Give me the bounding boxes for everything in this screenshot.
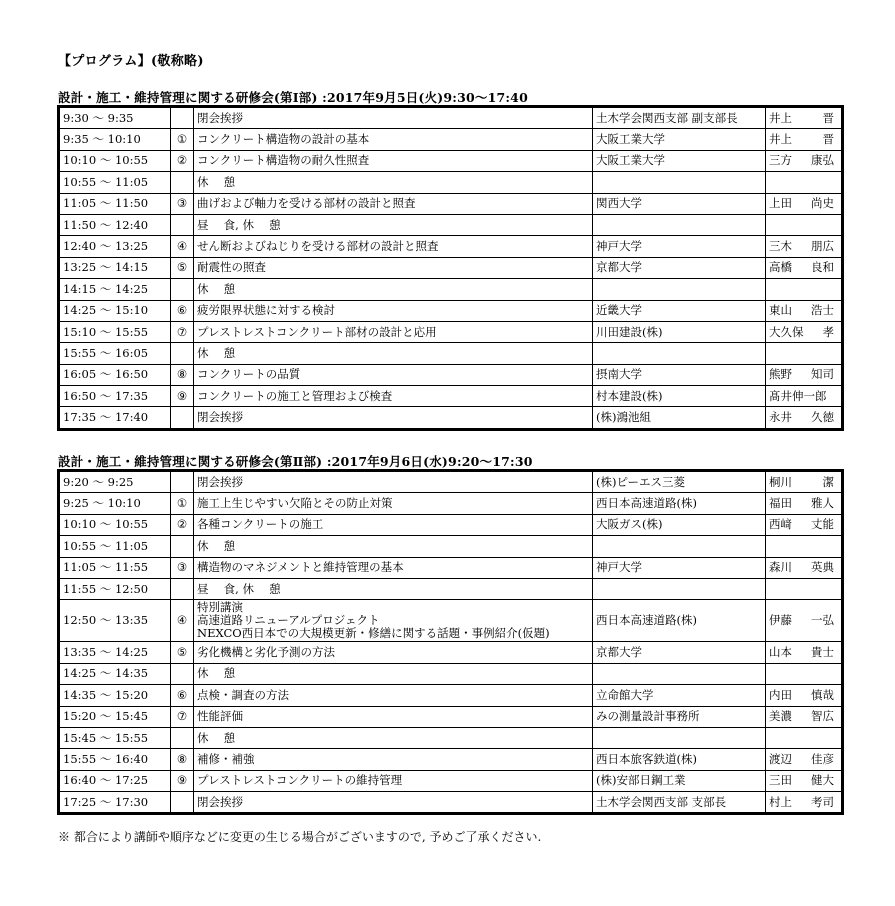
- session-2-table: [57, 469, 844, 815]
- speaker-cell: [766, 321, 843, 342]
- lecture-number-cell: [171, 214, 194, 235]
- lecture-title-cell: コンクリートの品質: [194, 364, 593, 385]
- time-cell: 15:10 〜 15:55: [59, 321, 171, 342]
- lecture-number-cell: ⑨: [171, 386, 194, 407]
- speaker-family-name: 三木: [769, 239, 792, 254]
- lecture-title-cell: 閉会挨拶: [194, 792, 593, 814]
- schedule-row: [59, 257, 843, 278]
- organization-cell: 大阪ガス(株): [593, 514, 766, 535]
- speaker-family-name: 森川: [769, 560, 792, 575]
- time-cell: 16:40 〜 17:25: [59, 770, 171, 791]
- speaker-given-name: 智広: [811, 709, 834, 724]
- schedule-row: [59, 557, 843, 578]
- speaker-family-name: 村上: [769, 794, 792, 809]
- speaker-family-name: 東山: [769, 303, 792, 318]
- organization-cell: [593, 727, 766, 748]
- lecture-number-cell: [171, 107, 194, 129]
- time-cell: 13:25 〜 14:15: [59, 257, 171, 278]
- speaker-cell: [766, 214, 843, 235]
- speaker-cell: [766, 471, 843, 493]
- lecture-title-cell: 耐震性の照査: [194, 257, 593, 278]
- lecture-number-cell: ②: [171, 514, 194, 535]
- time-cell: 14:25 〜 14:35: [59, 663, 171, 684]
- speaker-family-name: 桐川: [769, 474, 792, 489]
- footnote: ※ 都合により講師や順序などに変更の生じる場合がございますので, 予めご了承ください.: [58, 830, 542, 844]
- lecture-title-cell: 閉会挨拶: [194, 407, 593, 429]
- schedule-row: [59, 536, 843, 557]
- speaker-given-name: 知司: [811, 367, 834, 382]
- organization-cell: 摂南大学: [593, 364, 766, 385]
- schedule-row: [59, 642, 843, 663]
- speaker-family-name: 西﨑: [769, 517, 792, 532]
- lecture-number-cell: ①: [171, 493, 194, 514]
- schedule-row: [59, 172, 843, 193]
- speaker-given-name: 健大: [811, 773, 834, 788]
- time-cell: 14:35 〜 15:20: [59, 685, 171, 706]
- time-cell: 10:10 〜 10:55: [59, 150, 171, 171]
- lecture-number-cell: [171, 343, 194, 364]
- speaker-given-name: 朋広: [811, 239, 834, 254]
- lecture-title-cell: 曲げおよび軸力を受ける部材の設計と照査: [194, 193, 593, 214]
- speaker-cell: [766, 386, 843, 407]
- lecture-title-cell: [194, 600, 593, 642]
- schedule-row: [59, 685, 843, 706]
- schedule-row: [59, 600, 843, 642]
- lecture-number-cell: ②: [171, 150, 194, 171]
- lecture-number-cell: ⑨: [171, 770, 194, 791]
- lecture-title-cell: コンクリートの施工と管理および検査: [194, 386, 593, 407]
- speaker-cell: [766, 749, 843, 770]
- organization-cell: 京都大学: [593, 642, 766, 663]
- lecture-title-cell: 各種コンクリートの施工: [194, 514, 593, 535]
- page-title: 【プログラム】(敬称略): [58, 54, 204, 69]
- speaker-cell: [766, 536, 843, 557]
- lecture-number-cell: [171, 536, 194, 557]
- lecture-title-line: 特別講演: [197, 600, 243, 615]
- time-cell: 14:25 〜 15:10: [59, 300, 171, 321]
- session-2-rows: [59, 471, 843, 814]
- organization-cell: 大阪工業大学: [593, 129, 766, 150]
- lecture-title-line: NEXCO西日本での大規模更新・修繕に関する話題・事例紹介(仮題): [197, 626, 550, 641]
- lecture-title-cell: 点検・調査の方法: [194, 685, 593, 706]
- schedule-row: [59, 193, 843, 214]
- lecture-title-line: 高速道路リニューアルプロジェクト: [197, 613, 380, 628]
- speaker-cell: [766, 300, 843, 321]
- time-cell: 11:50 〜 12:40: [59, 214, 171, 235]
- schedule-row: [59, 107, 843, 129]
- speaker-given-name: 考司: [811, 794, 834, 809]
- speaker-given-name: 尚史: [811, 196, 834, 211]
- speaker-cell: [766, 578, 843, 599]
- time-cell: 11:05 〜 11:55: [59, 557, 171, 578]
- speaker-given-name: 一弘: [811, 613, 834, 628]
- schedule-row: [59, 514, 843, 535]
- lecture-title-cell: プレストレストコンクリート部材の設計と応用: [194, 321, 593, 342]
- time-cell: 11:55 〜 12:50: [59, 578, 171, 599]
- speaker-given-name: 慎哉: [811, 687, 834, 702]
- schedule-row: [59, 471, 843, 493]
- speaker-given-name: 潔: [822, 474, 834, 489]
- time-cell: 9:20 〜 9:25: [59, 471, 171, 493]
- speaker-given-name: 久徳: [811, 410, 834, 425]
- time-cell: 12:50 〜 13:35: [59, 600, 171, 642]
- speaker-cell: [766, 236, 843, 257]
- speaker-family-name: 永井: [769, 410, 792, 425]
- lecture-number-cell: ⑧: [171, 749, 194, 770]
- organization-cell: 川田建設(株): [593, 321, 766, 342]
- speaker-given-name: 浩士: [811, 303, 834, 318]
- lecture-number-cell: ⑧: [171, 364, 194, 385]
- lecture-number-cell: ⑥: [171, 300, 194, 321]
- speaker-cell: [766, 107, 843, 129]
- time-cell: 12:40 〜 13:25: [59, 236, 171, 257]
- schedule-row: [59, 792, 843, 814]
- lecture-title-cell: 疲労限界状態に対する検討: [194, 300, 593, 321]
- lecture-title-cell: 休 憩: [194, 172, 593, 193]
- schedule-row: [59, 214, 843, 235]
- speaker-given-name: 晋: [822, 132, 834, 147]
- time-cell: 10:55 〜 11:05: [59, 536, 171, 557]
- speaker-given-name: 佳彦: [811, 751, 834, 766]
- organization-cell: みの測量設計事務所: [593, 706, 766, 727]
- lecture-number-cell: [171, 792, 194, 814]
- speaker-family-name: 渡辺: [769, 751, 792, 766]
- schedule-row: [59, 493, 843, 514]
- lecture-number-cell: [171, 172, 194, 193]
- lecture-number-cell: [171, 279, 194, 300]
- time-cell: 9:25 〜 10:10: [59, 493, 171, 514]
- time-cell: 13:35 〜 14:25: [59, 642, 171, 663]
- organization-cell: 京都大学: [593, 257, 766, 278]
- schedule-row: [59, 150, 843, 171]
- schedule-row: [59, 321, 843, 342]
- schedule-row: [59, 279, 843, 300]
- schedule-row: [59, 129, 843, 150]
- speaker-family-name: 山本: [769, 645, 792, 660]
- organization-cell: 土木学会関西支部 副支部長: [593, 107, 766, 129]
- speaker-cell: [766, 493, 843, 514]
- speaker-given-name: 雅人: [811, 496, 834, 511]
- speaker-family-name: 髙井伸一郎: [769, 388, 827, 403]
- speaker-family-name: 熊野: [769, 367, 792, 382]
- lecture-title-cell: 劣化機構と劣化予測の方法: [194, 642, 593, 663]
- organization-cell: (株)ピーエス三菱: [593, 471, 766, 493]
- speaker-family-name: 三方: [769, 153, 792, 168]
- organization-cell: 立命館大学: [593, 685, 766, 706]
- organization-cell: [593, 279, 766, 300]
- speaker-given-name: 貴士: [811, 645, 834, 660]
- schedule-row: [59, 749, 843, 770]
- lecture-number-cell: ①: [171, 129, 194, 150]
- lecture-number-cell: ④: [171, 236, 194, 257]
- lecture-title-cell: 性能評価: [194, 706, 593, 727]
- lecture-title-cell: 昼 食, 休 憩: [194, 578, 593, 599]
- organization-cell: 近畿大学: [593, 300, 766, 321]
- speaker-cell: [766, 343, 843, 364]
- session-1-rows: [59, 107, 843, 430]
- organization-cell: 関西大学: [593, 193, 766, 214]
- speaker-cell: [766, 663, 843, 684]
- speaker-cell: [766, 770, 843, 791]
- organization-cell: 大阪工業大学: [593, 150, 766, 171]
- speaker-cell: [766, 514, 843, 535]
- speaker-cell: [766, 792, 843, 814]
- schedule-row: [59, 343, 843, 364]
- lecture-title-cell: 補修・補強: [194, 749, 593, 770]
- speaker-cell: [766, 129, 843, 150]
- schedule-row: [59, 407, 843, 429]
- organization-cell: [593, 343, 766, 364]
- lecture-number-cell: ④: [171, 600, 194, 642]
- lecture-title-cell: 休 憩: [194, 279, 593, 300]
- speaker-cell: [766, 364, 843, 385]
- time-cell: 15:55 〜 16:05: [59, 343, 171, 364]
- schedule-row: [59, 770, 843, 791]
- speaker-given-name: 康弘: [811, 153, 834, 168]
- speaker-family-name: 伊藤: [769, 613, 792, 628]
- time-cell: 16:05 〜 16:50: [59, 364, 171, 385]
- time-cell: 15:55 〜 16:40: [59, 749, 171, 770]
- speaker-cell: [766, 172, 843, 193]
- schedule-row: [59, 386, 843, 407]
- organization-cell: 神戸大学: [593, 557, 766, 578]
- speaker-cell: [766, 193, 843, 214]
- speaker-given-name: 英典: [811, 560, 834, 575]
- organization-cell: 神戸大学: [593, 236, 766, 257]
- speaker-cell: [766, 600, 843, 642]
- organization-cell: [593, 214, 766, 235]
- speaker-given-name: 孝: [822, 324, 834, 339]
- speaker-family-name: 美濃: [769, 709, 792, 724]
- lecture-title-cell: 休 憩: [194, 727, 593, 748]
- speaker-cell: [766, 685, 843, 706]
- organization-cell: [593, 172, 766, 193]
- lecture-title-cell: せん断およびねじりを受ける部材の設計と照査: [194, 236, 593, 257]
- organization-cell: (株)鴻池組: [593, 407, 766, 429]
- session-2-heading: 設計・施工・維持管理に関する研修会(第Ⅱ部) :2017年9月6日(水)9:20〜17:30: [58, 454, 533, 469]
- speaker-family-name: 三田: [769, 773, 792, 788]
- lecture-number-cell: ⑥: [171, 685, 194, 706]
- schedule-row: [59, 364, 843, 385]
- schedule-row: [59, 578, 843, 599]
- speaker-given-name: 丈能: [811, 517, 834, 532]
- lecture-number-cell: [171, 578, 194, 599]
- schedule-row: [59, 663, 843, 684]
- time-cell: 9:35 〜 10:10: [59, 129, 171, 150]
- schedule-row: [59, 727, 843, 748]
- organization-cell: 土木学会関西支部 支部長: [593, 792, 766, 814]
- session-1-table: [57, 105, 844, 431]
- lecture-number-cell: ⑦: [171, 706, 194, 727]
- lecture-title-cell: 閉会挨拶: [194, 471, 593, 493]
- lecture-number-cell: [171, 471, 194, 493]
- session-1-heading: 設計・施工・維持管理に関する研修会(第Ⅰ部) :2017年9月5日(火)9:30〜17:40: [58, 90, 528, 105]
- organization-cell: (株)安部日鋼工業: [593, 770, 766, 791]
- lecture-title-cell: 構造物のマネジメントと維持管理の基本: [194, 557, 593, 578]
- schedule-row: [59, 236, 843, 257]
- time-cell: 10:55 〜 11:05: [59, 172, 171, 193]
- organization-cell: [593, 663, 766, 684]
- lecture-number-cell: ③: [171, 557, 194, 578]
- lecture-number-cell: ③: [171, 193, 194, 214]
- lecture-title-cell: コンクリート構造物の耐久性照査: [194, 150, 593, 171]
- lecture-number-cell: [171, 407, 194, 429]
- lecture-title-cell: 休 憩: [194, 536, 593, 557]
- time-cell: 14:15 〜 14:25: [59, 279, 171, 300]
- schedule-row: [59, 706, 843, 727]
- speaker-cell: [766, 557, 843, 578]
- time-cell: 10:10 〜 10:55: [59, 514, 171, 535]
- speaker-family-name: 福田: [769, 496, 792, 511]
- speaker-family-name: 大久保: [769, 324, 804, 339]
- organization-cell: 西日本高速道路(株): [593, 493, 766, 514]
- lecture-title-cell: 閉会挨拶: [194, 107, 593, 129]
- lecture-number-cell: ⑦: [171, 321, 194, 342]
- lecture-title-cell: コンクリート構造物の設計の基本: [194, 129, 593, 150]
- speaker-cell: [766, 279, 843, 300]
- time-cell: 17:25 〜 17:30: [59, 792, 171, 814]
- time-cell: 9:30 〜 9:35: [59, 107, 171, 129]
- schedule-row: [59, 300, 843, 321]
- lecture-title-cell: 休 憩: [194, 663, 593, 684]
- speaker-cell: [766, 706, 843, 727]
- lecture-number-cell: ⑤: [171, 257, 194, 278]
- speaker-family-name: 上田: [769, 196, 792, 211]
- organization-cell: [593, 536, 766, 557]
- speaker-cell: [766, 150, 843, 171]
- lecture-number-cell: ⑤: [171, 642, 194, 663]
- speaker-family-name: 高橋: [769, 260, 792, 275]
- speaker-given-name: 良和: [811, 260, 834, 275]
- lecture-title-cell: 施工上生じやすい欠陥とその防止対策: [194, 493, 593, 514]
- lecture-title-cell: プレストレストコンクリートの維持管理: [194, 770, 593, 791]
- organization-cell: [593, 578, 766, 599]
- speaker-given-name: 晋: [822, 110, 834, 125]
- speaker-cell: [766, 642, 843, 663]
- speaker-cell: [766, 727, 843, 748]
- lecture-number-cell: [171, 727, 194, 748]
- lecture-number-cell: [171, 663, 194, 684]
- organization-cell: 西日本旅客鉄道(株): [593, 749, 766, 770]
- speaker-cell: [766, 407, 843, 429]
- time-cell: 15:20 〜 15:45: [59, 706, 171, 727]
- organization-cell: 村本建設(株): [593, 386, 766, 407]
- speaker-family-name: 井上: [769, 110, 792, 125]
- time-cell: 11:05 〜 11:50: [59, 193, 171, 214]
- time-cell: 17:35 〜 17:40: [59, 407, 171, 429]
- speaker-cell: [766, 257, 843, 278]
- speaker-family-name: 内田: [769, 687, 792, 702]
- time-cell: 15:45 〜 15:55: [59, 727, 171, 748]
- lecture-title-cell: 昼 食, 休 憩: [194, 214, 593, 235]
- speaker-family-name: 井上: [769, 132, 792, 147]
- lecture-title-cell: 休 憩: [194, 343, 593, 364]
- time-cell: 16:50 〜 17:35: [59, 386, 171, 407]
- organization-cell: 西日本高速道路(株): [593, 600, 766, 642]
